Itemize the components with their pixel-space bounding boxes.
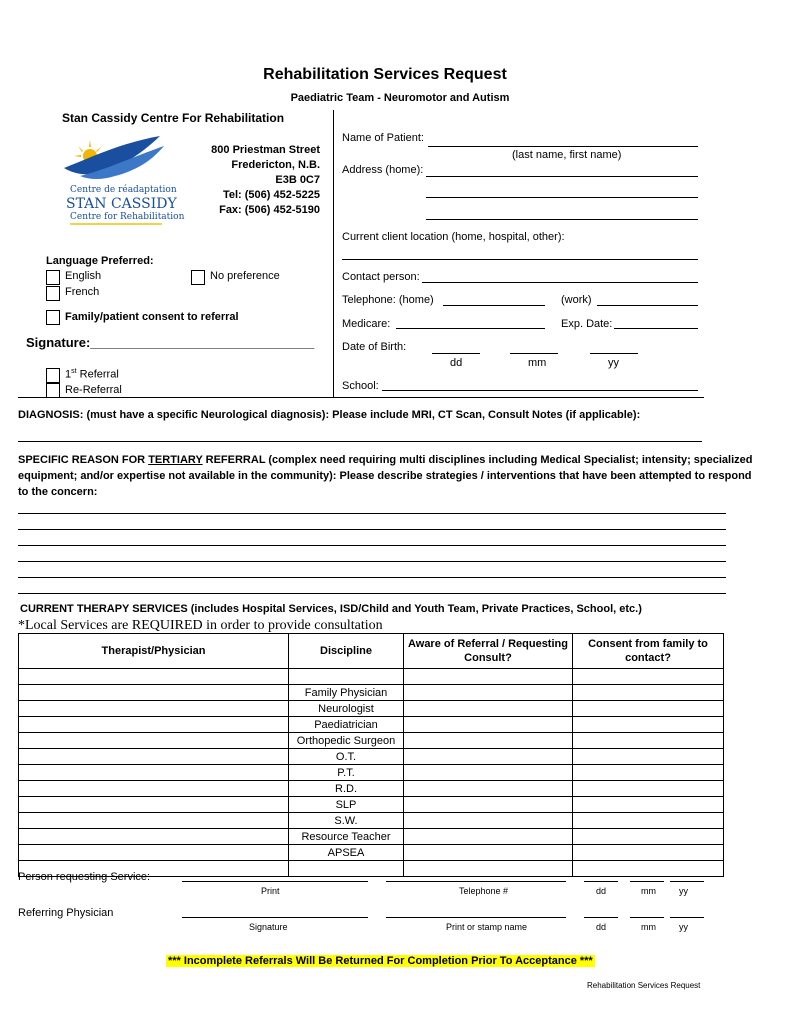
dob-day-field[interactable] bbox=[432, 353, 480, 354]
language-label: Language Preferred: bbox=[46, 255, 154, 267]
reason-line-1[interactable] bbox=[18, 513, 726, 514]
reason-line-5[interactable] bbox=[18, 577, 726, 578]
person-requesting-label: Person requesting Service: bbox=[18, 871, 151, 883]
dob-yy: yy bbox=[608, 357, 619, 369]
dd-caption-2: dd bbox=[596, 922, 607, 932]
mm-caption-2: mm bbox=[641, 922, 656, 932]
svg-text:Centre for Rehabilitation: Centre for Rehabilitation bbox=[70, 212, 185, 222]
consent-label: Family/patient consent to referral bbox=[65, 311, 239, 323]
print-stamp-caption: Print or stamp name bbox=[446, 922, 528, 932]
dd-caption: dd bbox=[596, 886, 607, 896]
address-fax: Fax: (506) 452-5190 bbox=[219, 204, 320, 216]
table-row: R.D. bbox=[19, 781, 724, 797]
first-referral-checkbox[interactable] bbox=[46, 368, 60, 383]
reason-line-6[interactable] bbox=[18, 593, 726, 594]
col-aware: Aware of Referral / Requesting Consult? bbox=[404, 634, 573, 669]
telephone-work-field[interactable] bbox=[597, 305, 698, 306]
physician-name-field[interactable] bbox=[386, 917, 566, 918]
therapy-table bbox=[18, 633, 724, 877]
address-street: 800 Priestman Street bbox=[211, 144, 320, 156]
location-field[interactable] bbox=[342, 259, 698, 260]
exp-date-label: Exp. Date: bbox=[561, 318, 613, 330]
request-year-field[interactable] bbox=[670, 881, 704, 882]
form-footer-name: Rehabilitation Services Request bbox=[587, 981, 701, 990]
dob-year-field[interactable] bbox=[590, 353, 638, 354]
print-name-field[interactable] bbox=[182, 881, 368, 882]
col-discipline: Discipline bbox=[289, 634, 404, 669]
reason-line-3[interactable] bbox=[18, 545, 726, 546]
table-row bbox=[19, 669, 724, 685]
consent-checkbox[interactable] bbox=[46, 310, 60, 325]
contact-field[interactable] bbox=[422, 282, 698, 283]
french-label: French bbox=[65, 286, 100, 298]
location-label: Current client location (home, hospital, other): bbox=[342, 231, 565, 243]
form-subtitle: Paediatric Team - Neuromotor and Autism bbox=[290, 92, 510, 104]
yy-caption: yy bbox=[679, 886, 688, 896]
table-row: Neurologist bbox=[19, 701, 724, 717]
svg-text:Centre de réadaptation: Centre de réadaptation bbox=[70, 185, 177, 195]
english-label: English bbox=[65, 270, 102, 282]
patient-name-field[interactable] bbox=[428, 146, 698, 147]
french-checkbox[interactable] bbox=[46, 286, 60, 301]
address-field-3[interactable] bbox=[426, 219, 698, 220]
table-row: Orthopedic Surgeon bbox=[19, 733, 724, 749]
school-label: School: bbox=[342, 380, 379, 392]
work-label: (work) bbox=[561, 294, 592, 306]
dob-mm: mm bbox=[528, 357, 547, 369]
request-day-field[interactable] bbox=[584, 881, 618, 882]
request-month-field[interactable] bbox=[630, 881, 664, 882]
no-preference-checkbox[interactable] bbox=[191, 270, 205, 285]
table-row: APSEA bbox=[19, 845, 724, 861]
form-title: Rehabilitation Services Request bbox=[263, 66, 507, 83]
diagnosis-label: DIAGNOSIS: (must have a specific Neurological diagnosis): Please include MRI, CT Scan, Consult Notes (if applicable): bbox=[18, 409, 641, 421]
reason-line-4[interactable] bbox=[18, 561, 726, 562]
telephone-home-field[interactable] bbox=[443, 305, 545, 306]
telephone-caption: Telephone # bbox=[459, 886, 509, 896]
reason-label: SPECIFIC REASON FOR TERTIARY REFERRAL (complex need requiring multi disciplines including Medical Specialist; intensity; specialized equipment; and/or expertise not available in the community): Please describe strategies / interventions that have been attempted to respond to the concern: bbox=[18, 454, 753, 498]
physician-year-field[interactable] bbox=[670, 917, 704, 918]
telephone-label: Telephone: (home) bbox=[342, 294, 434, 306]
section-rule bbox=[18, 397, 704, 398]
services-required-note: *Local Services are REQUIRED in order to provide consultation bbox=[18, 618, 383, 633]
exp-date-field[interactable] bbox=[614, 328, 698, 329]
physician-day-field[interactable] bbox=[584, 917, 618, 918]
english-checkbox[interactable] bbox=[46, 270, 60, 285]
address-label: Address (home): bbox=[342, 164, 424, 176]
dob-month-field[interactable] bbox=[510, 353, 558, 354]
referring-physician-label: Referring Physician bbox=[18, 907, 114, 919]
table-row: Resource Teacher bbox=[19, 829, 724, 845]
svg-text:STAN CASSIDY: STAN CASSIDY bbox=[66, 196, 177, 212]
yy-caption-2: yy bbox=[679, 922, 688, 932]
section-divider bbox=[333, 110, 334, 397]
re-referral-checkbox[interactable] bbox=[46, 383, 60, 398]
patient-name-hint: (last name, first name) bbox=[512, 149, 622, 161]
medicare-label: Medicare: bbox=[342, 318, 391, 330]
dob-dd: dd bbox=[450, 357, 463, 369]
table-row: O.T. bbox=[19, 749, 724, 765]
table-row: S.W. bbox=[19, 813, 724, 829]
reason-line-2[interactable] bbox=[18, 529, 726, 530]
diagnosis-field[interactable] bbox=[18, 441, 702, 442]
col-consent: Consent from family to contact? bbox=[573, 634, 724, 669]
contact-label: Contact person: bbox=[342, 271, 420, 283]
school-field[interactable] bbox=[382, 390, 698, 391]
signature-line[interactable]: Signature:_______________________________ bbox=[26, 335, 315, 350]
table-row: Paediatrician bbox=[19, 717, 724, 733]
org-name: Stan Cassidy Centre For Rehabilitation bbox=[62, 111, 285, 125]
address-field-2[interactable] bbox=[426, 197, 698, 198]
physician-signature-field[interactable] bbox=[182, 917, 368, 918]
therapy-heading: CURRENT THERAPY SERVICES (includes Hospital Services, ISD/Child and Youth Team, Private Practices, School, etc.) bbox=[20, 603, 642, 615]
centre-address bbox=[180, 143, 320, 218]
patient-name-label: Name of Patient: bbox=[342, 132, 424, 144]
col-therapist: Therapist/Physician bbox=[19, 634, 289, 669]
print-caption: Print bbox=[261, 886, 280, 896]
address-field-1[interactable] bbox=[426, 176, 698, 177]
therapy-table-header bbox=[19, 634, 724, 669]
table-row: P.T. bbox=[19, 765, 724, 781]
no-preference-label: No preference bbox=[210, 270, 280, 282]
address-postal: E3B 0C7 bbox=[275, 174, 320, 186]
incomplete-warning: *** Incomplete Referrals Will Be Returned For Completion Prior To Acceptance *** bbox=[168, 955, 593, 967]
physician-month-field[interactable] bbox=[630, 917, 664, 918]
requester-telephone-field[interactable] bbox=[386, 881, 566, 882]
table-row: SLP bbox=[19, 797, 724, 813]
first-referral-label: 1st Referral bbox=[65, 368, 119, 381]
table-row: Family Physician bbox=[19, 685, 724, 701]
medicare-field[interactable] bbox=[396, 328, 545, 329]
address-city: Fredericton, N.B. bbox=[231, 159, 320, 171]
stan-cassidy-logo bbox=[60, 128, 185, 228]
mm-caption: mm bbox=[641, 886, 656, 896]
signature-caption: Signature bbox=[249, 922, 288, 932]
re-referral-label: Re-Referral bbox=[65, 384, 122, 396]
dob-label: Date of Birth: bbox=[342, 341, 407, 353]
address-tel: Tel: (506) 452-5225 bbox=[222, 189, 320, 201]
